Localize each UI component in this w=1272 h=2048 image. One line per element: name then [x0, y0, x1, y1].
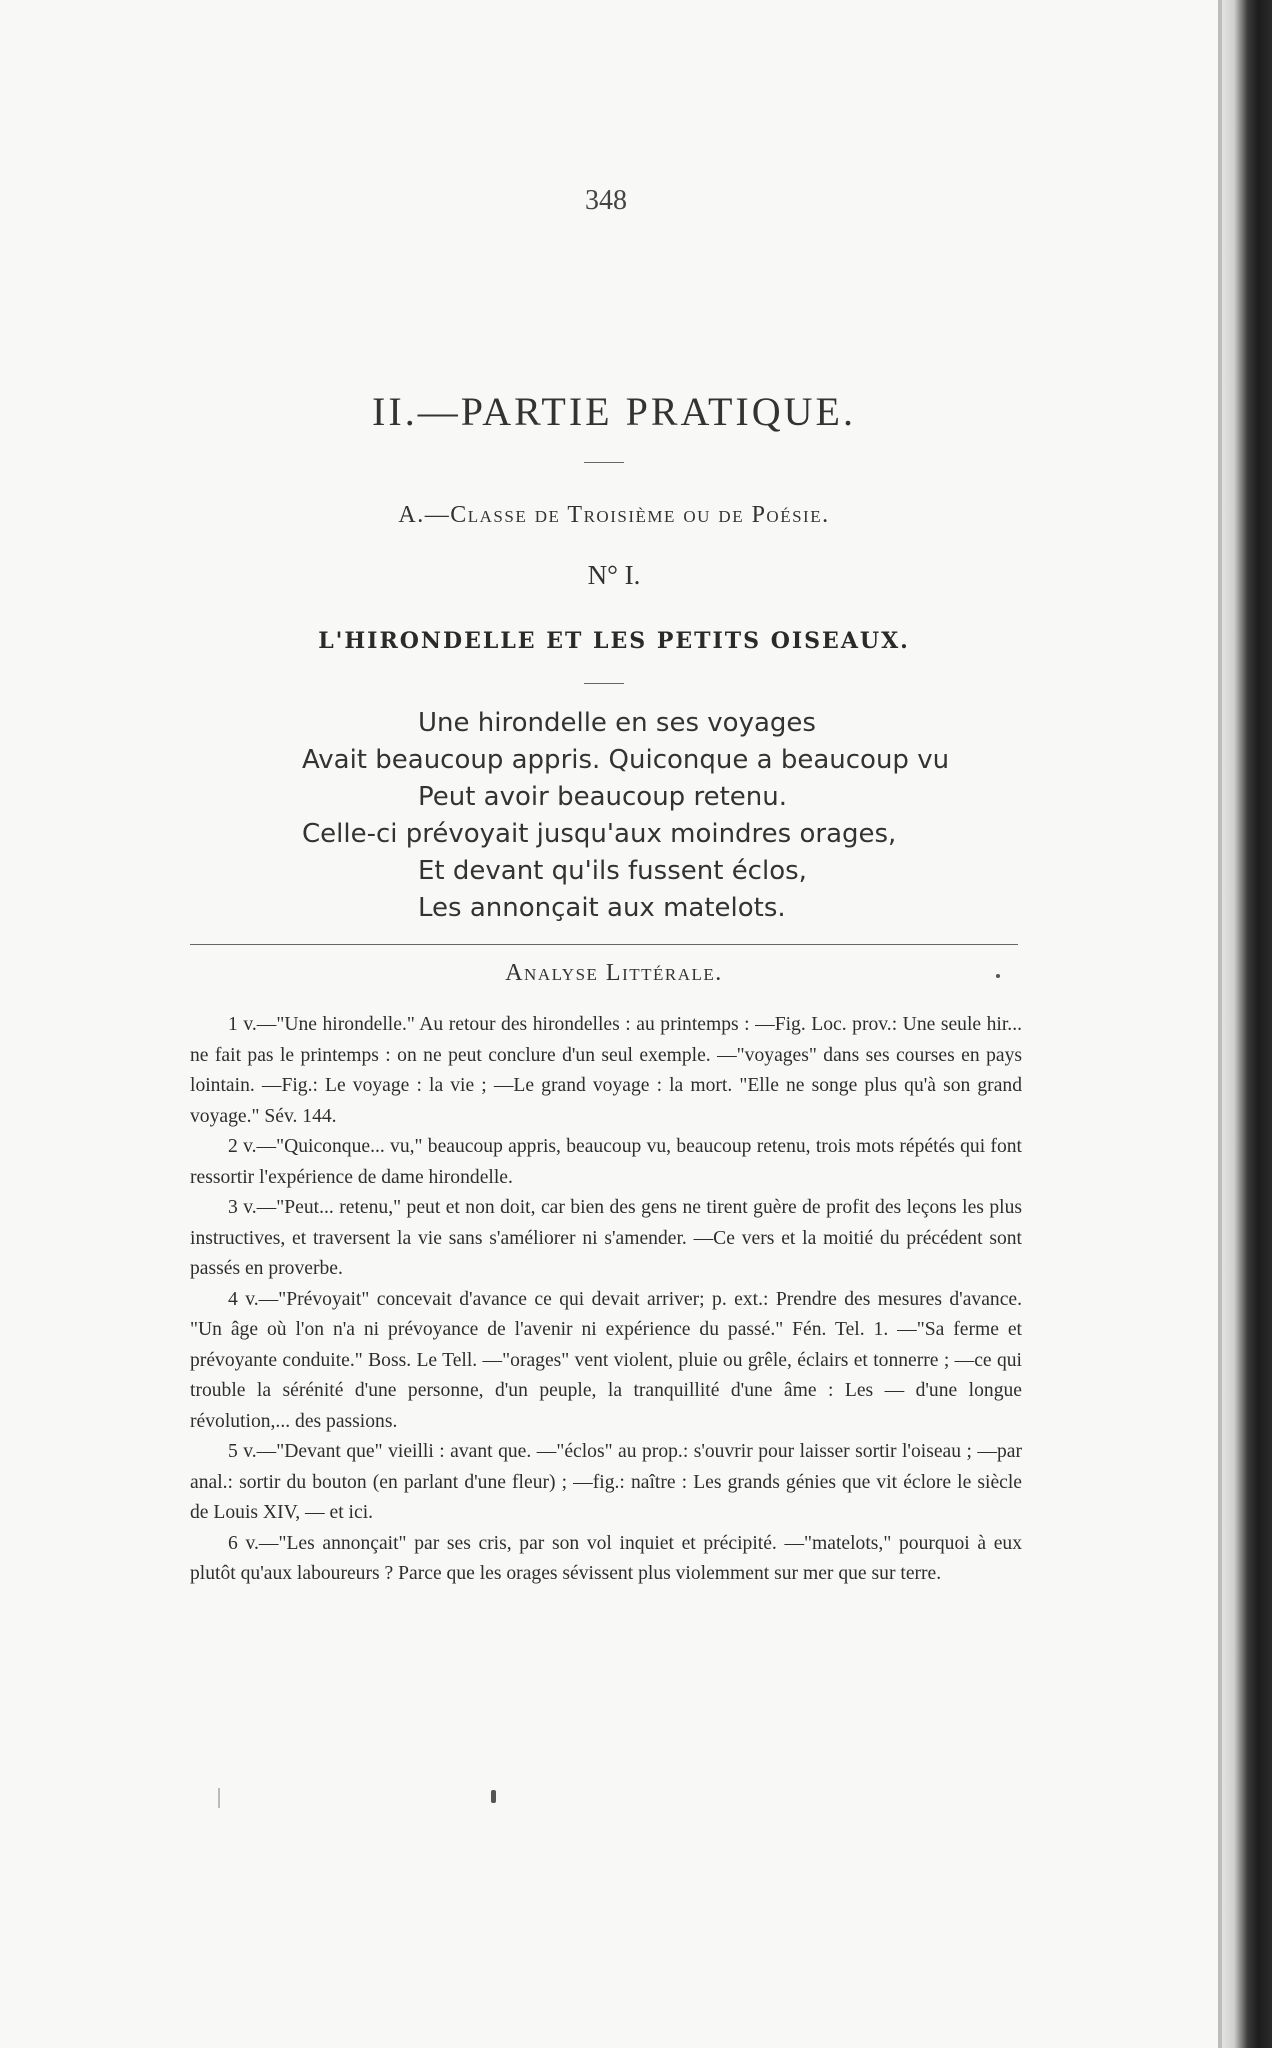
section-number: N° I.	[587, 560, 641, 590]
poem-line: Les annonçait aux matelots.	[418, 893, 786, 923]
ink-dot	[996, 974, 1000, 978]
poem-line: Peut avoir beaucoup retenu.	[418, 782, 787, 812]
analysis-paragraph: 3 v.—"Peut... retenu," peut et non doit, car bien des gens ne tirent guère de profit des leçons les plus instructives, et traversent la vie sans s'améliorer ni s'amender. —Ce vers et la moitié du précédent sont passés en proverbe.	[190, 1197, 1022, 1279]
poem-line: Et devant qu'ils fussent éclos,	[418, 856, 807, 886]
page-number: 348	[585, 185, 627, 216]
part-title: II.—PARTIE PRATIQUE.	[372, 389, 856, 434]
fable-title: L'HIRONDELLE ET LES PETITS OISEAUX.	[318, 628, 910, 654]
section-divider	[190, 944, 1018, 945]
analysis-paragraph: 6 v.—"Les annonçait" par ses cris, par son vol inquiet et précipité. —"matelots," pourquoi à eux plutôt qu'aux laboureurs ? Parce que les orages sévissent plus violemment sur mer que sur terre.	[190, 1532, 1022, 1584]
ink-mark	[491, 1790, 496, 1803]
poem-line: Celle-ci prévoyait jusqu'aux moindres orages,	[302, 819, 897, 849]
fable-title-rule	[584, 683, 624, 684]
analysis-body	[190, 1010, 1022, 1590]
class-title: A.—Classe de Troisième ou de Poésie.	[398, 502, 830, 528]
analysis-paragraph: 5 v.—"Devant que" vieilli : avant que. —"éclos" au prop.: s'ouvrir pour laisser sortir l'oiseau ; —par anal.: sortir du bouton (en parlant d'une fleur) ; —fig.: naître : Les grands génies que vit éclore le siècle de Louis XIV, — et ici.	[190, 1441, 1022, 1523]
book-spine	[1218, 0, 1272, 2048]
margin-mark	[218, 1788, 220, 1808]
analysis-paragraph: 1 v.—"Une hirondelle." Au retour des hirondelles : au printemps : —Fig. Loc. prov.: Une seule hir... ne fait pas le printemps : on ne peut conclure d'un seul exemple. —"voyages" dans ses courses en pays lointain. —Fig.: Le voyage : la vie ; —Le grand voyage : la mort. "Elle ne songe plus qu'à son grand voyage." Sév. 144.	[190, 1014, 1022, 1127]
analysis-paragraph: 2 v.—"Quiconque... vu," beaucoup appris, beaucoup vu, beaucoup retenu, trois mots répétés qui font ressortir l'expérience de dame hirondelle.	[190, 1136, 1022, 1188]
analysis-title: Analyse Littérale.	[505, 960, 723, 986]
poem-line: Avait beaucoup appris. Quiconque a beaucoup vu	[302, 745, 950, 775]
poem-line: Une hirondelle en ses voyages	[418, 708, 816, 738]
title-rule	[584, 462, 624, 463]
analysis-paragraph: 4 v.—"Prévoyait" concevait d'avance ce qui devait arriver; p. ext.: Prendre des mesures d'avance. "Un âge où l'on n'a ni prévoyance de l'avenir ni expérience du passé." Fén. Tel. 1. —"Sa ferme et prévoyante conduite." Boss. Le Tell. —"orages" vent violent, pluie ou grêle, éclairs et tonnerre ; —ce qui trouble la sérénité d'une personne, d'un peuple, la tranquillité d'une âme : Les — d'une longue révolution,... des passions.	[190, 1288, 1022, 1432]
